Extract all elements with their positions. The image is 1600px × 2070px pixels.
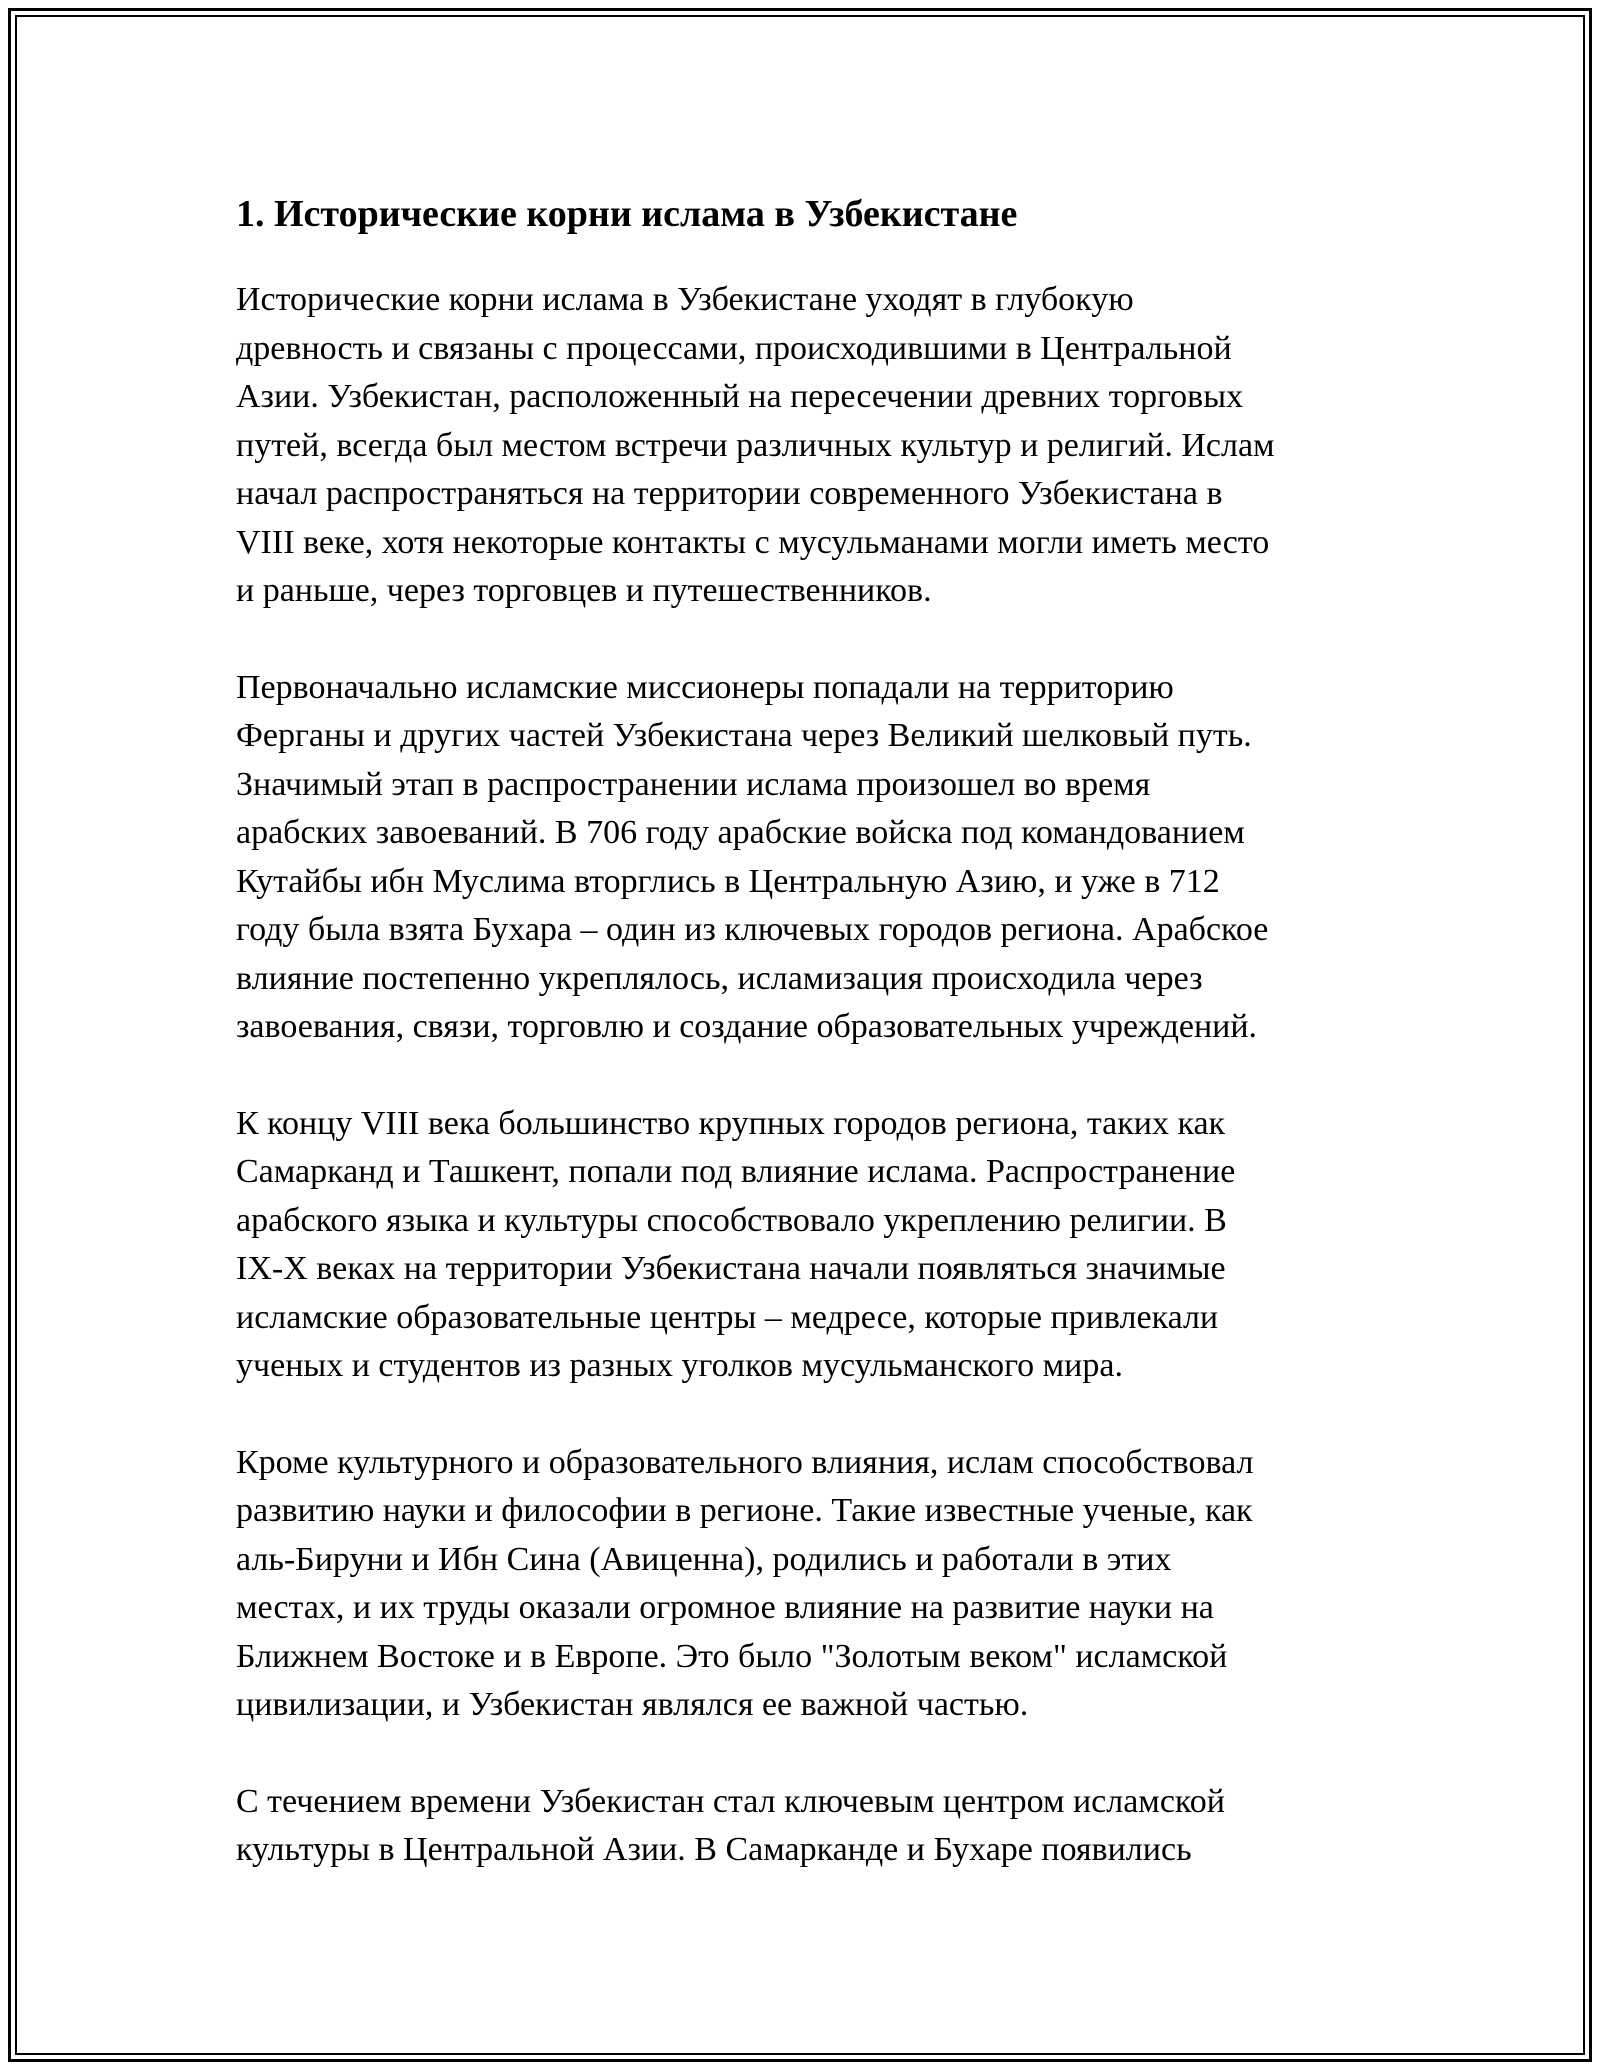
paragraph: К концу VIII века большинство крупных городов региона, таких как Самарканд и Ташкент, попали под влияние ислама. Распространение арабского языка и культуры способствовало укреплению религии. В IX-X веках на территории Узбекистана начали появляться значимые исламские образовательные центры – медресе, которые привлекали ученых и студентов из разных уголков мусульманского мира. [236,1104,1236,1384]
paragraph: Исторические корни ислама в Узбекистане уходят в глубокую древность и связаны с процессами, происходившими в Центральной Азии. Узбекистан, расположенный на пересечении древних торговых путей, всегда был местом встречи различных культур и религий. Ислам начал распространяться на территории современного Узбекистана в VIII веке, хотя некоторые контакты с мусульманами могли иметь место и раньше, через торговцев и путешественников. [236,281,1275,609]
section-heading: 1. Исторические корни ислама в Узбекистане [236,193,1018,235]
paragraph: С течением времени Узбекистан стал ключевым центром исламской культуры в Центральной Азии. В Самарканде и Бухаре появились [236,1782,1225,1868]
document-body [236,186,1376,1923]
paragraph: Первоначально исламские миссионеры попадали на территорию Ферганы и других частей Узбекистана через Великий шелковый путь. Значимый этап в распространении ислама произошел во время арабских завоеваний. В 706 году арабские войска под командованием Кутайбы ибн Муслима вторглись в Центральную Азию, и уже в 712 году была взята Бухара – один из ключевых городов региона. Арабское влияние постепенно укреплялось, исламизация происходила через завоевания, связи, торговлю и создание образовательных учреждений. [236,668,1269,1045]
paragraph: Кроме культурного и образовательного влияния, ислам способствовал развитию науки и философии в регионе. Такие известные ученые, как аль-Бируни и Ибн Сина (Авиценна), родились и работали в этих местах, и их труды оказали огромное влияние на развитие науки на Ближнем Востоке и в Европе. Это было "Золотым веком" исламской цивилизации, и Узбекистан являлся ее важной частью. [236,1443,1254,1723]
